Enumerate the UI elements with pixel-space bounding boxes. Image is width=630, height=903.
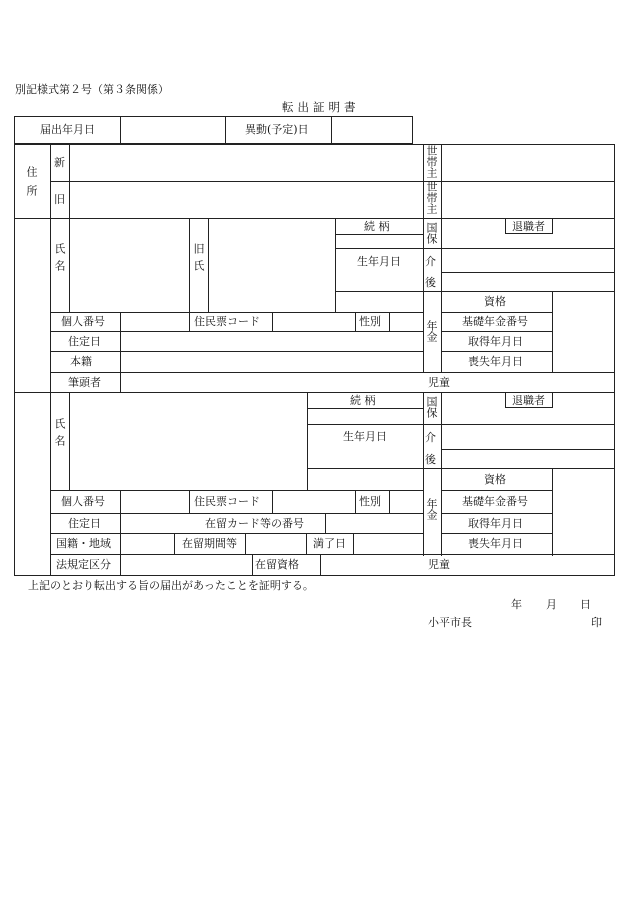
p2-law-category-label: 法規定区分: [56, 558, 111, 571]
p1-mynumber-label: 個人番号: [61, 315, 105, 328]
day-label: 日: [580, 598, 591, 611]
move-date-label: 異動(予定)日: [245, 123, 309, 136]
address-label: 住所: [25, 166, 38, 204]
p1-name-label: 氏名: [53, 243, 66, 277]
householder-new-label: 世帯主: [425, 145, 438, 178]
year-label: 年: [511, 598, 522, 611]
p2-kaigo-label: 介: [425, 431, 436, 444]
p2-residence-date-label: 住定日: [68, 517, 101, 530]
p2-kiso-label: 基礎年金番号: [462, 495, 528, 508]
p1-kiso-label: 基礎年金番号: [462, 315, 528, 328]
p1-kokuho-label: 国保: [425, 222, 438, 244]
p2-name-label: 氏名: [53, 418, 66, 452]
p1-residence-date-label: 住定日: [68, 335, 101, 348]
address-new-label: 新: [54, 156, 65, 169]
p2-relation-label: 続 柄: [350, 394, 376, 407]
p2-kokuho-label: 国保: [425, 396, 438, 418]
p1-birth-label: 生年月日: [357, 255, 401, 268]
p2-koki-label: 後: [425, 453, 436, 466]
p2-stay-period-label: 在留期間等: [182, 537, 237, 550]
householder-old-label: 世帯主: [425, 181, 438, 214]
p2-shikaku-label: 資格: [484, 473, 506, 486]
p2-soshitsu-label: 喪失年月日: [468, 537, 523, 550]
seal-label: 印: [591, 616, 602, 629]
p2-status-label: 在留資格: [255, 558, 299, 571]
p2-mynumber-label: 個人番号: [61, 495, 105, 508]
p1-retired-label: 退職者: [512, 220, 545, 233]
form-number: 別記様式第２号（第３条関係）: [15, 83, 169, 96]
p1-jido-label: 児童: [428, 376, 450, 389]
p2-juminhyo-label: 住民票コード: [194, 495, 260, 508]
mayor-label: 小平市長: [428, 616, 472, 629]
p2-expiry-label: 満了日: [313, 537, 346, 550]
p1-shutoku-label: 取得年月日: [468, 335, 523, 348]
p2-sex-label: 性別: [359, 495, 381, 508]
p2-jido-label: 児童: [428, 558, 450, 571]
p1-former-name-label: 旧氏: [192, 243, 205, 277]
p2-nenkin-label: 年金: [425, 498, 438, 520]
p2-birth-label: 生年月日: [343, 430, 387, 443]
month-label: 月: [546, 598, 557, 611]
p1-koki-label: 後: [425, 276, 436, 289]
p2-card-number-label: 在留カード等の番号: [205, 517, 304, 530]
address-old-label: 旧: [54, 193, 65, 206]
notify-date-label: 届出年月日: [40, 123, 95, 136]
p2-nationality-label: 国籍・地域: [56, 537, 111, 550]
p1-juminhyo-label: 住民票コード: [194, 315, 260, 328]
p1-nenkin-label: 年金: [425, 320, 438, 342]
p1-hittosha-label: 筆頭者: [68, 376, 101, 389]
p1-soshitsu-label: 喪失年月日: [468, 355, 523, 368]
p1-honseki-label: 本籍: [70, 355, 92, 368]
main-table: [14, 144, 615, 576]
p1-relation-label: 続 柄: [364, 220, 390, 233]
page-title: 転出証明書: [282, 100, 360, 114]
p2-shutoku-label: 取得年月日: [468, 517, 523, 530]
p2-retired-label: 退職者: [512, 394, 545, 407]
p1-kaigo-label: 介: [425, 255, 436, 268]
p1-sex-label: 性別: [359, 315, 381, 328]
p1-shikaku-label: 資格: [484, 295, 506, 308]
certify-text: 上記のとおり転出する旨の届出があったことを証明する。: [28, 579, 314, 592]
